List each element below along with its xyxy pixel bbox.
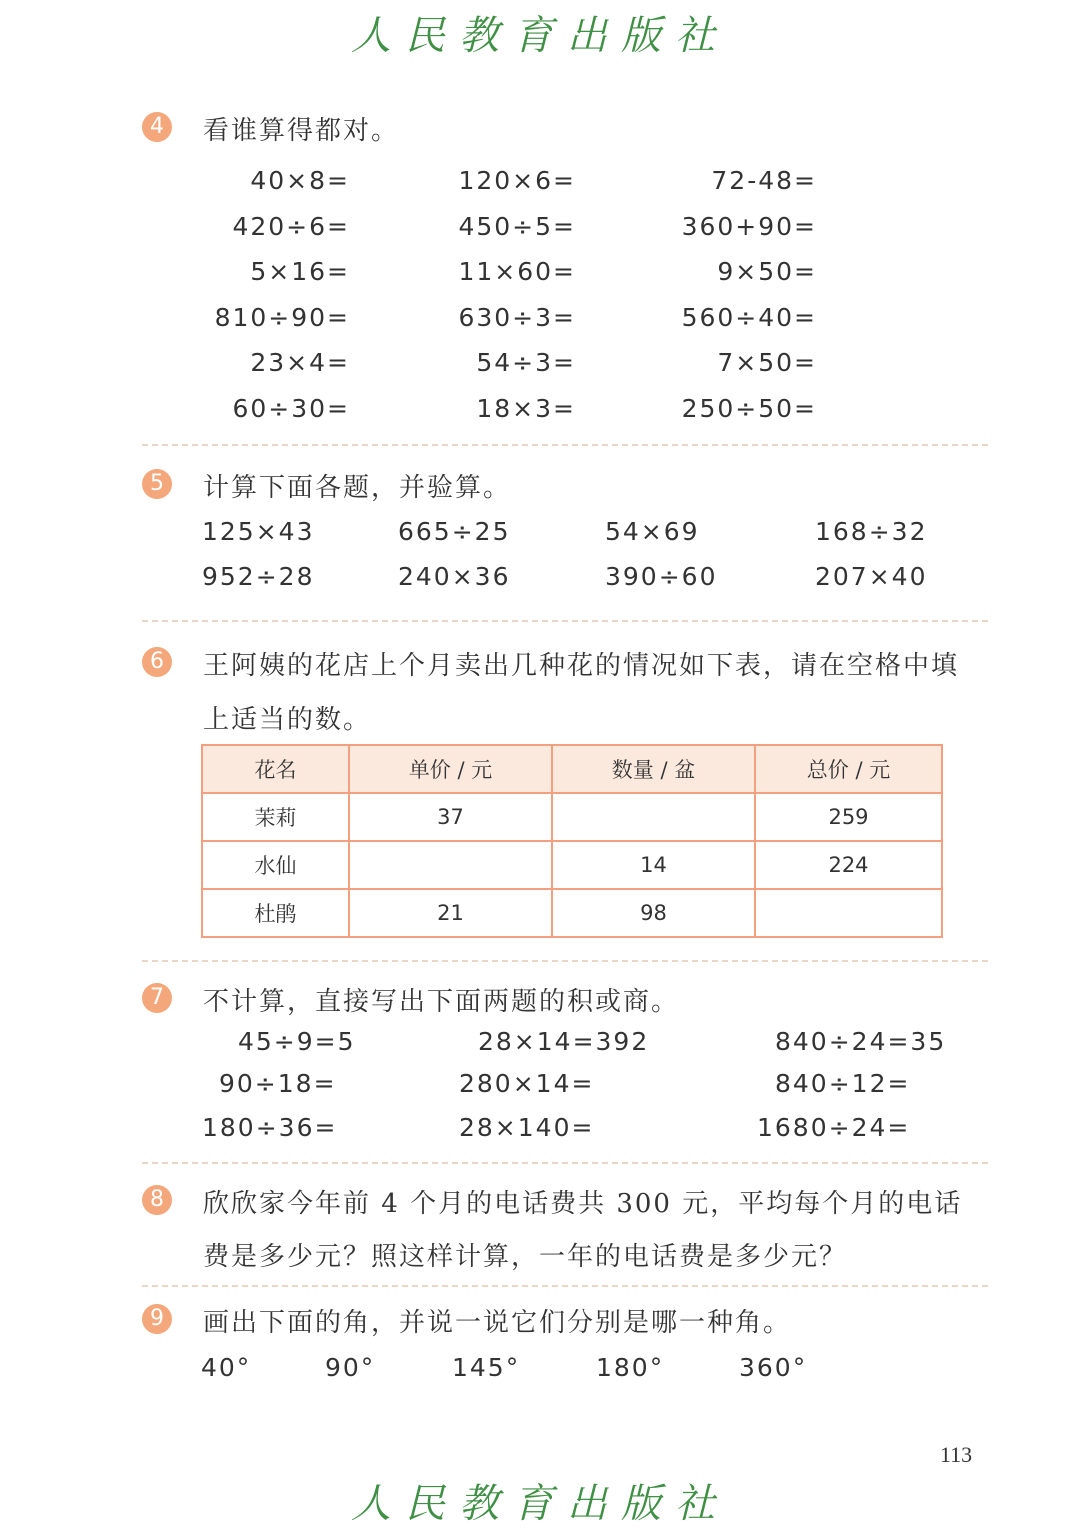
calc-item: 630÷3= <box>458 303 576 332</box>
question-number-5: 5 <box>142 469 172 499</box>
unit-price-cell: 37 <box>349 793 552 841</box>
question-4-prompt: 看谁算得都对。 <box>203 116 400 146</box>
unit-price-cell: 21 <box>349 889 552 937</box>
calc-item: 207×40 <box>815 562 928 591</box>
calc-item: 280×14= <box>459 1069 595 1098</box>
question-number-7: 7 <box>142 983 172 1013</box>
calc-item: 840÷12= <box>775 1069 911 1098</box>
quantity-cell <box>552 793 755 841</box>
calc-item: 810÷90= <box>214 303 350 332</box>
calc-item: 40×8= <box>250 166 350 195</box>
flower-name-cell: 茉莉 <box>202 793 349 841</box>
total-price-cell <box>755 889 942 937</box>
calc-item: 450÷5= <box>458 212 576 241</box>
calc-item: 90÷18= <box>219 1069 337 1098</box>
table-row <box>202 889 942 937</box>
question-6-prompt-line2: 上适当的数。 <box>203 705 372 735</box>
calc-item: 840÷24=35 <box>775 1027 947 1056</box>
angle-item: 360° <box>739 1353 808 1382</box>
total-price-cell: 259 <box>755 793 942 841</box>
calc-item: 120×6= <box>458 166 576 195</box>
table-row <box>202 841 942 889</box>
question-5-prompt: 计算下面各题，并验算。 <box>203 473 512 503</box>
question-number-9: 9 <box>142 1304 172 1334</box>
quantity-cell: 14 <box>552 841 755 889</box>
table-row <box>202 793 942 841</box>
publisher-logo-bottom: 人民教育出版社 <box>351 1481 729 1527</box>
page-number: 113 <box>940 1442 973 1467</box>
calc-item: 54×69 <box>605 517 700 546</box>
angle-item: 90° <box>325 1353 376 1382</box>
calc-item: 28×140= <box>459 1113 595 1142</box>
angle-item: 180° <box>596 1353 665 1382</box>
calc-item: 45÷9=5 <box>238 1027 356 1056</box>
section-divider <box>142 620 988 622</box>
angle-item: 40° <box>201 1353 252 1382</box>
question-9-prompt: 画出下面的角，并说一说它们分别是哪一种角。 <box>203 1308 792 1338</box>
question-8-prompt-line1: 欣欣家今年前 4 个月的电话费共 300 元，平均每个月的电话 <box>203 1189 963 1219</box>
question-7-prompt: 不计算，直接写出下面两题的积或商。 <box>203 987 680 1017</box>
calc-item: 168÷32 <box>815 517 928 546</box>
calc-item: 125×43 <box>202 517 315 546</box>
calc-item: 72-48= <box>711 166 817 195</box>
section-divider <box>142 1285 988 1287</box>
quantity-cell: 98 <box>552 889 755 937</box>
section-divider <box>142 960 988 962</box>
calc-item: 18×3= <box>476 394 576 423</box>
calc-item: 23×4= <box>250 348 350 377</box>
column-header: 花名 <box>202 745 349 793</box>
calc-item: 60÷30= <box>232 394 350 423</box>
calc-item: 1680÷24= <box>757 1113 911 1142</box>
calc-item: 11×60= <box>458 257 576 286</box>
calc-item: 54÷3= <box>476 348 576 377</box>
table-header-row <box>202 745 942 793</box>
question-8-prompt-line2: 费是多少元？照这样计算，一年的电话费是多少元？ <box>203 1242 848 1272</box>
total-price-cell: 224 <box>755 841 942 889</box>
section-divider <box>142 1162 988 1164</box>
calc-item: 180÷36= <box>202 1113 338 1142</box>
calc-item: 665÷25 <box>398 517 511 546</box>
calc-item: 240×36 <box>398 562 511 591</box>
calc-item: 390÷60 <box>605 562 718 591</box>
unit-price-cell <box>349 841 552 889</box>
question-number-8: 8 <box>142 1185 172 1215</box>
angle-item: 145° <box>452 1353 521 1382</box>
calc-item: 952÷28 <box>202 562 315 591</box>
calc-item: 9×50= <box>717 257 817 286</box>
calc-item: 360+90= <box>681 212 817 241</box>
column-header: 总价 / 元 <box>755 745 942 793</box>
question-number-6: 6 <box>142 647 172 677</box>
calc-item: 7×50= <box>717 348 817 377</box>
flower-name-cell: 水仙 <box>202 841 349 889</box>
calc-item: 560÷40= <box>681 303 817 332</box>
section-divider <box>142 444 988 446</box>
publisher-logo-top: 人民教育出版社 <box>351 13 729 59</box>
calc-item: 28×14=392 <box>478 1027 650 1056</box>
calc-item: 250÷50= <box>681 394 817 423</box>
column-header: 数量 / 盆 <box>552 745 755 793</box>
calc-item: 5×16= <box>250 257 350 286</box>
flower-name-cell: 杜鹃 <box>202 889 349 937</box>
question-number-4: 4 <box>142 112 172 142</box>
calc-item: 420÷6= <box>232 212 350 241</box>
question-6-prompt-line1: 王阿姨的花店上个月卖出几种花的情况如下表，请在空格中填 <box>203 651 960 681</box>
column-header: 单价 / 元 <box>349 745 552 793</box>
flower-sales-table <box>201 744 943 938</box>
